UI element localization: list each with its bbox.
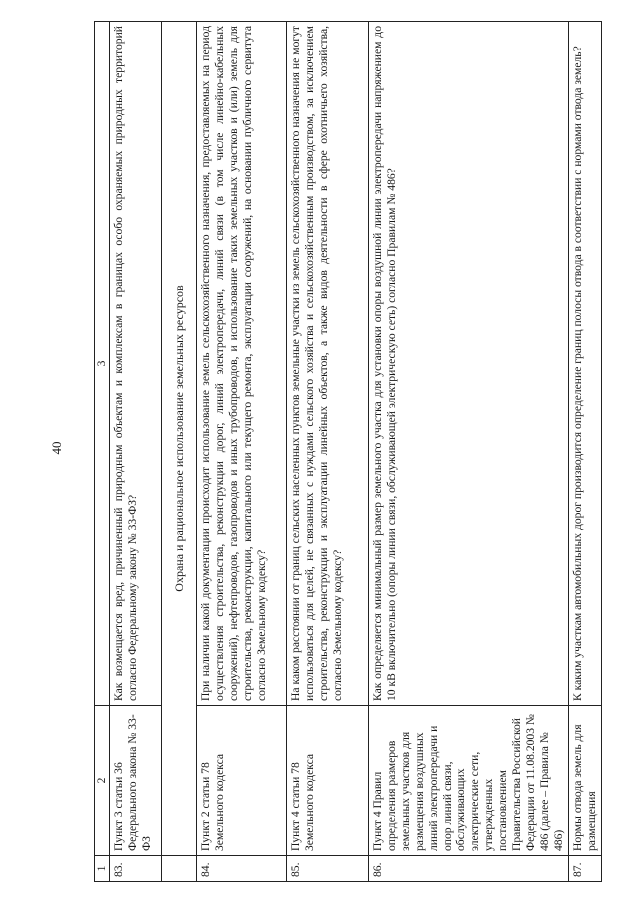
row-reference: Нормы отвода земель для размещения xyxy=(568,706,601,856)
row-number: 86. xyxy=(369,856,569,882)
row-number: 84. xyxy=(197,856,287,882)
page-number: 40 xyxy=(49,441,64,455)
table-row xyxy=(110,22,162,882)
row-question: На каком расстоянии от границ сельских населенных пунктов земельные участки из земель сельскохозяйственного назначения не могут использоваться для целей, не связанных с нуждами сельского хозяйства и сельскохозяйственным производством, за исключением строительства, реконструкции и эксплуатации линейных объектов, а также видов деятельности в сфере охотничьего хозяйства, согласно Земельному кодексу? xyxy=(287,22,369,706)
row-number: 83. xyxy=(110,856,162,882)
row-reference: Пункт 2 статьи 78 Земельного кодекса xyxy=(197,706,287,856)
table-row xyxy=(287,22,369,882)
section-row xyxy=(162,22,197,882)
table-row xyxy=(568,22,601,882)
row-reference: Пункт 4 статьи 78 Земельного кодекса xyxy=(287,706,369,856)
row-number: 85. xyxy=(287,856,369,882)
rotated-table-container xyxy=(94,22,602,882)
row-question: К каким участкам автомобильных дорог производится определение границ полосы отвода в соответствии с нормами отвода земель? xyxy=(568,22,601,706)
section-title: Охрана и рациональное использование земельных ресурсов xyxy=(162,22,197,856)
row-reference: Пункт 4 Правил определения размеров земельных участков для размещения воздушных линий электропередачи и опор линий связи, обслуживающих электрические сети, утвержденных постановлением Правительства Российской Федерации от 11.08.2003 № 486 (далее – Правила № 486) xyxy=(369,706,569,856)
questions-table xyxy=(94,21,602,882)
row-question: При наличии какой документации происходит использование земель сельскохозяйственного назначения, предоставляемых на период осуществления строительства, реконструкции дорог, линий электропередачи, линий связи (в том числе линейно-кабельных сооружений), нефтепроводов, газопроводов и иных трубопроводов, и использование таких земельных участков и (или) земель для строительства, реконструкции, капитального или текущего ремонта, эксплуатации сооружений, на основании публичного сервитута согласно Земельному кодексу? xyxy=(197,22,287,706)
table-header-row xyxy=(95,22,110,882)
table-row xyxy=(197,22,287,882)
row-question: Как определяется минимальный размер земельного участка для установки опоры воздушной линии электропередачи напряжением до 10 кВ включительно (опоры линии связи, обслуживающей электрическую сеть) согласно Правилам № 486? xyxy=(369,22,569,706)
section-empty-cell xyxy=(162,856,197,882)
row-question: Как возмещается вред, причиненный природным объектам и комплексам в границах особо охраняемых природных территорий согласно Федеральному закону № 33-ФЗ? xyxy=(110,22,162,706)
header-cell: 3 xyxy=(95,22,110,706)
row-reference: Пункт 3 статьи 36 Федерального закона № 33-ФЗ xyxy=(110,706,162,856)
table-row xyxy=(369,22,569,882)
header-cell: 1 xyxy=(95,856,110,882)
row-number: 87. xyxy=(568,856,601,882)
header-cell: 2 xyxy=(95,706,110,856)
